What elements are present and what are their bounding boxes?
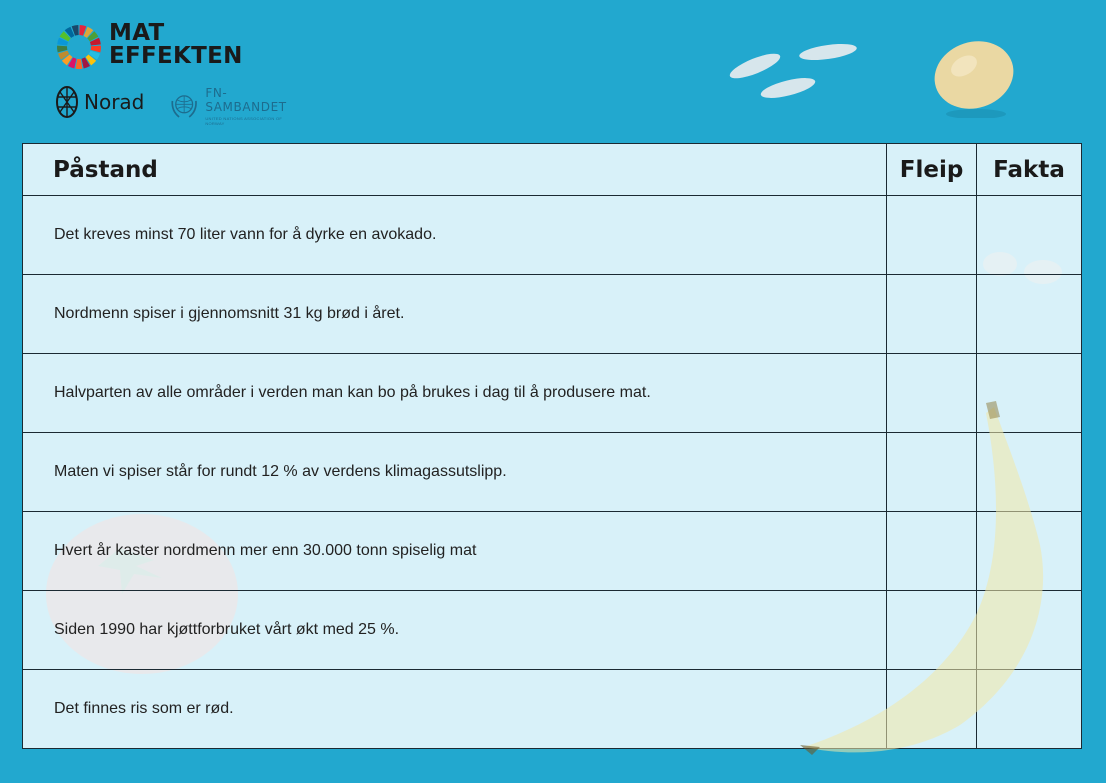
fn-sambandet-logo xyxy=(169,86,292,126)
header-fakta: Fakta xyxy=(977,144,1082,196)
fakta-checkbox-cell[interactable] xyxy=(977,670,1082,749)
sdg-wheel-icon xyxy=(56,24,102,70)
fleip-checkbox-cell[interactable] xyxy=(887,196,977,275)
logo-line-2: EFFEKTEN xyxy=(109,43,243,69)
claim-text: Det finnes ris som er rød. xyxy=(23,670,887,749)
fleip-checkbox-cell[interactable] xyxy=(887,512,977,591)
logo-wordmark xyxy=(109,22,243,68)
header-fleip: Fleip xyxy=(887,144,977,196)
table-row xyxy=(23,275,1082,354)
fakta-checkbox-cell[interactable] xyxy=(977,591,1082,670)
norad-label: Norad xyxy=(84,90,145,114)
table-row xyxy=(23,512,1082,591)
un-emblem-icon xyxy=(169,90,199,122)
fleip-checkbox-cell[interactable] xyxy=(887,433,977,512)
claim-text: Halvparten av alle områder i verden man kan bo på brukes i dag til å produsere mat. xyxy=(23,354,887,433)
header-pastand: Påstand xyxy=(23,144,887,196)
norad-emblem-icon xyxy=(56,85,78,119)
sdg-wheel-segment xyxy=(76,59,83,69)
norad-logo xyxy=(56,85,144,119)
fleip-checkbox-cell[interactable] xyxy=(887,670,977,749)
fleip-checkbox-cell[interactable] xyxy=(887,275,977,354)
bean-illustration xyxy=(926,38,1022,118)
fleip-checkbox-cell[interactable] xyxy=(887,591,977,670)
fakta-checkbox-cell[interactable] xyxy=(977,275,1082,354)
claim-text: Maten vi spiser står for rundt 12 % av verdens klimagassutslipp. xyxy=(23,433,887,512)
fleip-checkbox-cell[interactable] xyxy=(887,354,977,433)
fakta-checkbox-cell[interactable] xyxy=(977,354,1082,433)
fn-sambandet-subtitle: UNITED NATIONS ASSOCIATION OF NORWAY xyxy=(205,116,283,126)
claim-text: Nordmenn spiser i gjennomsnitt 31 kg brød i året. xyxy=(23,275,887,354)
claim-text: Det kreves minst 70 liter vann for å dyrke en avokado. xyxy=(23,196,887,275)
claim-text: Siden 1990 har kjøttforbruket vårt økt med 25 %. xyxy=(23,591,887,670)
table-row xyxy=(23,433,1082,512)
table-row xyxy=(23,354,1082,433)
table-row xyxy=(23,670,1082,749)
table-row xyxy=(23,591,1082,670)
fakta-checkbox-cell[interactable] xyxy=(977,433,1082,512)
fleip-eller-fakta-table xyxy=(22,143,1082,749)
rice-grains-illustration xyxy=(722,36,862,106)
fakta-checkbox-cell[interactable] xyxy=(977,196,1082,275)
table-header-row xyxy=(23,144,1082,196)
table-row xyxy=(23,196,1082,275)
claim-text: Hvert år kaster nordmenn mer enn 30.000 tonn spiselig mat xyxy=(23,512,887,591)
fakta-checkbox-cell[interactable] xyxy=(977,512,1082,591)
fn-sambandet-name: FN-SAMBANDET xyxy=(205,86,287,114)
logo-line-1: MAT xyxy=(109,20,165,46)
